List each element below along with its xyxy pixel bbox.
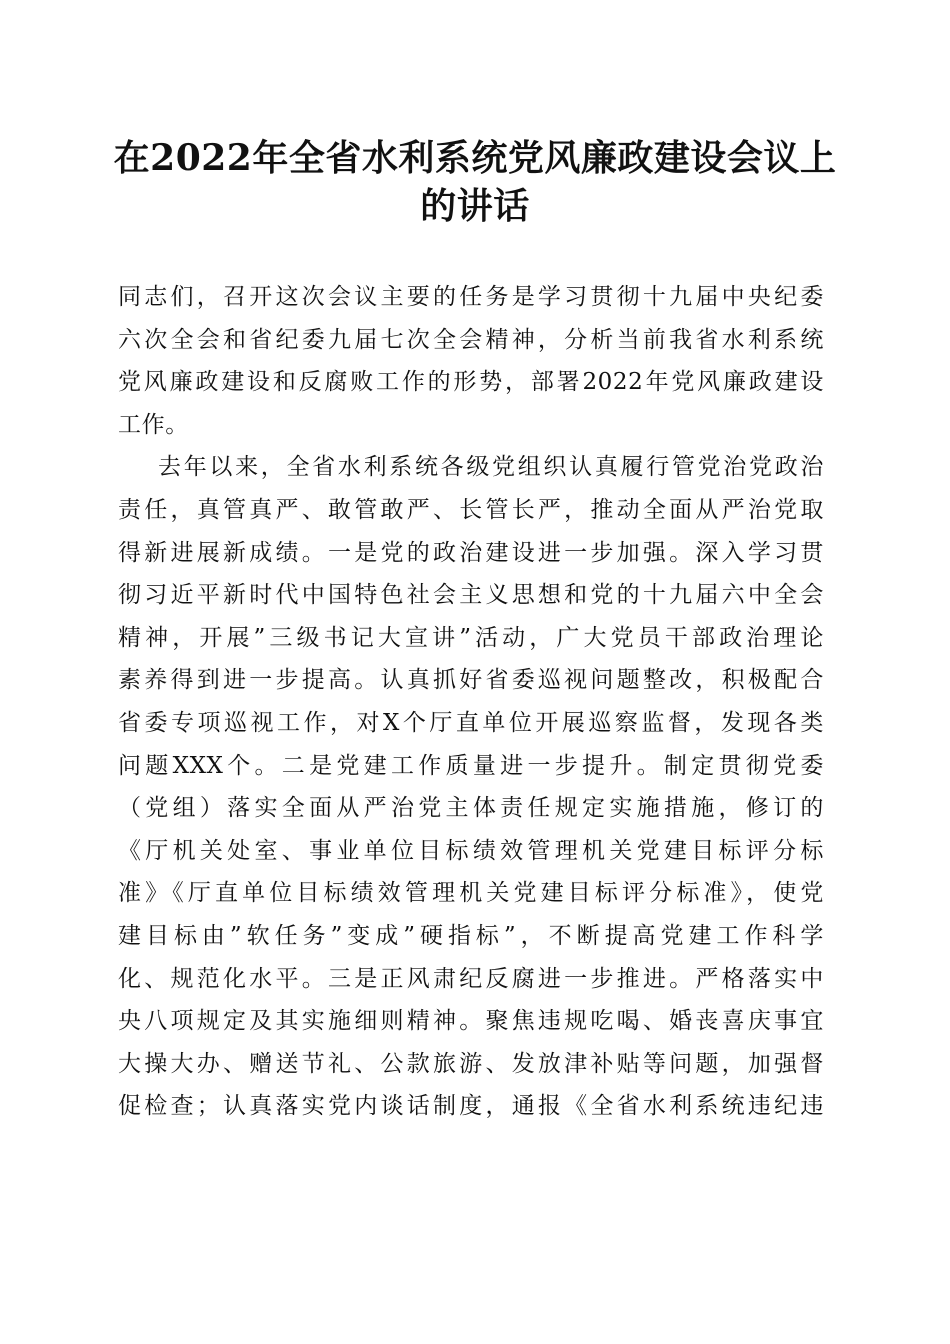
text-line: 素养得到进一步提高。认真抓好省委巡视问题整改，积极配合 [118,667,824,694]
paragraph-opening [118,276,824,446]
text-line: 建目标由”软任务”变成”硬指标”，不断提高党建工作科学 [118,922,824,949]
text-line: 问题XXX个。二是党建工作质量进一步提升。制定贯彻党委 [118,752,824,779]
paragraph-review [118,446,824,1128]
text-line: 责任，真管真严、敢管敢严、长管长严，推动全面从严治党取 [118,496,824,523]
text-line: 六次全会和省纪委九届七次全会精神，分析当前我省水利系统 [118,326,824,353]
text-line: （党组）落实全面从严治党主体责任规定实施措施，修订的 [118,795,824,822]
text-line: 同志们，召开这次会议主要的任务是学习贯彻十九届中央纪委 [118,284,824,310]
text-line: 得新进展新成绩。一是党的政治建设进一步加强。深入学习贯 [118,539,824,566]
text-line: 《厅机关处室、事业单位目标绩效管理机关党建目标评分标 [118,837,824,864]
text-line: 彻习近平新时代中国特色社会主义思想和党的十九届六中全会 [118,582,824,609]
text-line: 央八项规定及其实施细则精神。聚焦违规吃喝、婚丧喜庆事宜 [118,1008,824,1035]
text-line: 大操大办、赠送节礼、公款旅游、发放津补贴等问题，加强督 [118,1050,824,1077]
text-line: 党风廉政建设和反腐败工作的形势，部署2022年党风廉政建设 [118,369,824,396]
text-line: 促检查；认真落实党内谈话制度，通报《全省水利系统违纪违 [118,1093,824,1120]
text-line: 化、规范化水平。三是正风肃纪反腐进一步推进。严格落实中 [118,965,824,992]
title-line: 在2022年全省水利系统党风廉政建设会议上 [113,137,837,179]
text-line: 去年以来，全省水利系统各级党组织认真履行管党治党政治 [158,454,824,481]
text-line: 省委专项巡视工作，对X个厅直单位开展巡察监督，发现各类 [118,709,824,736]
text-line: 准》《厅直单位目标绩效管理机关党建目标评分标准》，使党 [118,880,824,907]
document-body [118,276,824,1128]
title-line: 的讲话 [420,185,530,227]
text-line: 工作。 [118,411,189,438]
text-line: 精神，开展”三级书记大宣讲”活动，广大党员干部政治理论 [118,624,824,651]
document-title [110,134,840,230]
